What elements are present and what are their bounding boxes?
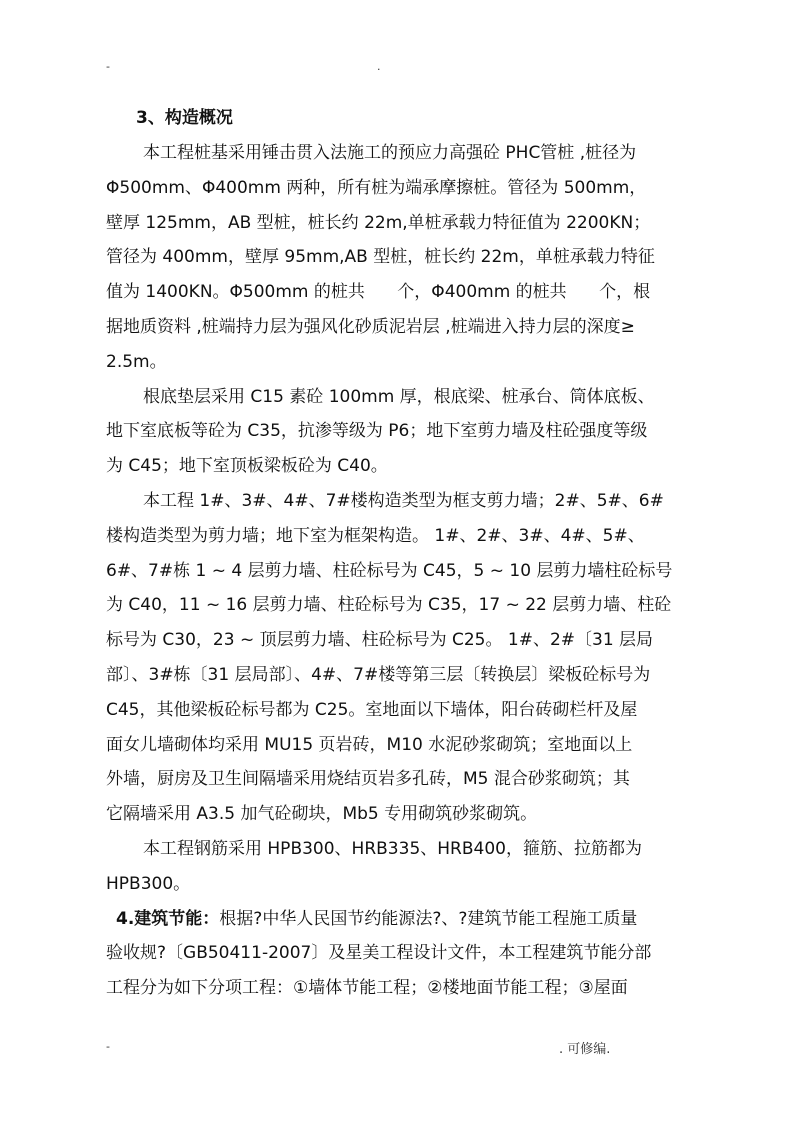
footer-left-mark: - xyxy=(106,1040,110,1053)
footer-right-text: . 可修编. xyxy=(559,1042,611,1057)
header-right-mark: . xyxy=(377,60,381,73)
section-4-text: 根据?中华人民国节约能源法?、?建筑节能工程施工质量 xyxy=(219,908,638,929)
paragraph-line: Φ500mm、Φ400mm 两种，所有桩为端承摩擦桩。管径为 500mm， xyxy=(106,177,647,198)
paragraph-line: 本工程桩基采用锤击贯入法施工的预应力高强砼 PHC管桩 ,桩径为 xyxy=(143,143,637,163)
paragraph-line: 楼构造类型为剪力墙；地下室为框架构造。 1#、2#、3#、4#、5#、 xyxy=(106,525,645,546)
paragraph-line: 外墙，厨房及卫生间隔墙采用烧结页岩多孔砖，M5 混合砂浆砌筑；其 xyxy=(106,769,630,790)
paragraph-line: 根底垫层采用 C15 素砼 100mm 厚，根底梁、桩承台、筒体底板、 xyxy=(143,386,655,407)
paragraph-line: 部〕、3#栋〔31 层局部〕、4#、7#楼等第三层〔转换层〕梁板砼标号为 xyxy=(106,664,651,685)
paragraph-line: C45，其他梁板砼标号都为 C25。室地面以下墙体，阳台砖砌栏杆及屋 xyxy=(106,699,638,720)
paragraph-line: 6#、7#栋 1 ~ 4 层剪力墙、柱砼标号为 C45，5 ~ 10 层剪力墙柱砼标号 xyxy=(106,560,673,581)
paragraph-line: HPB300。 xyxy=(106,873,191,894)
paragraph-line: 验收规?〔GB50411-2007〕及星美工程设计文件，本工程建筑节能分部 xyxy=(106,943,652,964)
paragraph-line: 为 C40，11 ~ 16 层剪力墙、柱砼标号为 C35，17 ~ 22 层剪力墙、柱砼 xyxy=(106,595,672,616)
section-4-heading: 4.建筑节能： xyxy=(116,908,220,929)
document-body xyxy=(106,100,690,1006)
paragraph-line: 据地质资料 ,桩端持力层为强风化砂质泥岩层 ,桩端进入持力层的深度≥ xyxy=(106,316,635,337)
paragraph-line: 本工程钢筋采用 HPB300、HRB335、HRB400，箍筋、拉筋都为 xyxy=(143,838,642,859)
paragraph-line: 面女儿墙砌体均采用 MU15 页岩砖，M10 水泥砂浆砌筑；室地面以上 xyxy=(106,734,633,755)
section-4-first-line xyxy=(106,902,690,937)
paragraph-line: 它隔墙采用 A3.5 加气砼砌块，Mb5 专用砌筑砂浆砌筑。 xyxy=(106,804,538,825)
paragraph-line: 工程分为如下分项工程：①墙体节能工程；②楼地面节能工程；③屋面 xyxy=(106,978,628,999)
paragraph-line: 壁厚 125mm，AB 型桩，桩长约 22m,单桩承载力特征值为 2200KN； xyxy=(106,212,651,233)
paragraph-line: 2.5m。 xyxy=(106,351,167,372)
paragraph-line: 标号为 C30，23 ~ 顶层剪力墙、柱砼标号为 C25。 1#、2#〔31 层局 xyxy=(106,630,654,651)
paragraph-line: 本工程 1#、3#、4#、7#楼构造类型为框支剪力墙；2#、5#、6# xyxy=(143,490,664,511)
paragraph-line: 为 C45；地下室顶板梁板砼为 C40。 xyxy=(106,456,388,477)
paragraph-line: 地下室底板等砼为 C35，抗渗等级为 P6；地下室剪力墙及柱砼强度等级 xyxy=(106,421,648,442)
section-3-heading: 3、构造概况 xyxy=(136,108,233,128)
paragraph-line: 管径为 400mm，壁厚 95mm,AB 型桩，桩长约 22m，单桩承载力特征 xyxy=(106,247,655,268)
paragraph-line: 值为 1400KN。Φ500mm 的桩共 个，Φ400mm 的桩共 个，根 xyxy=(106,282,651,303)
header-left-mark: - xyxy=(106,60,110,73)
